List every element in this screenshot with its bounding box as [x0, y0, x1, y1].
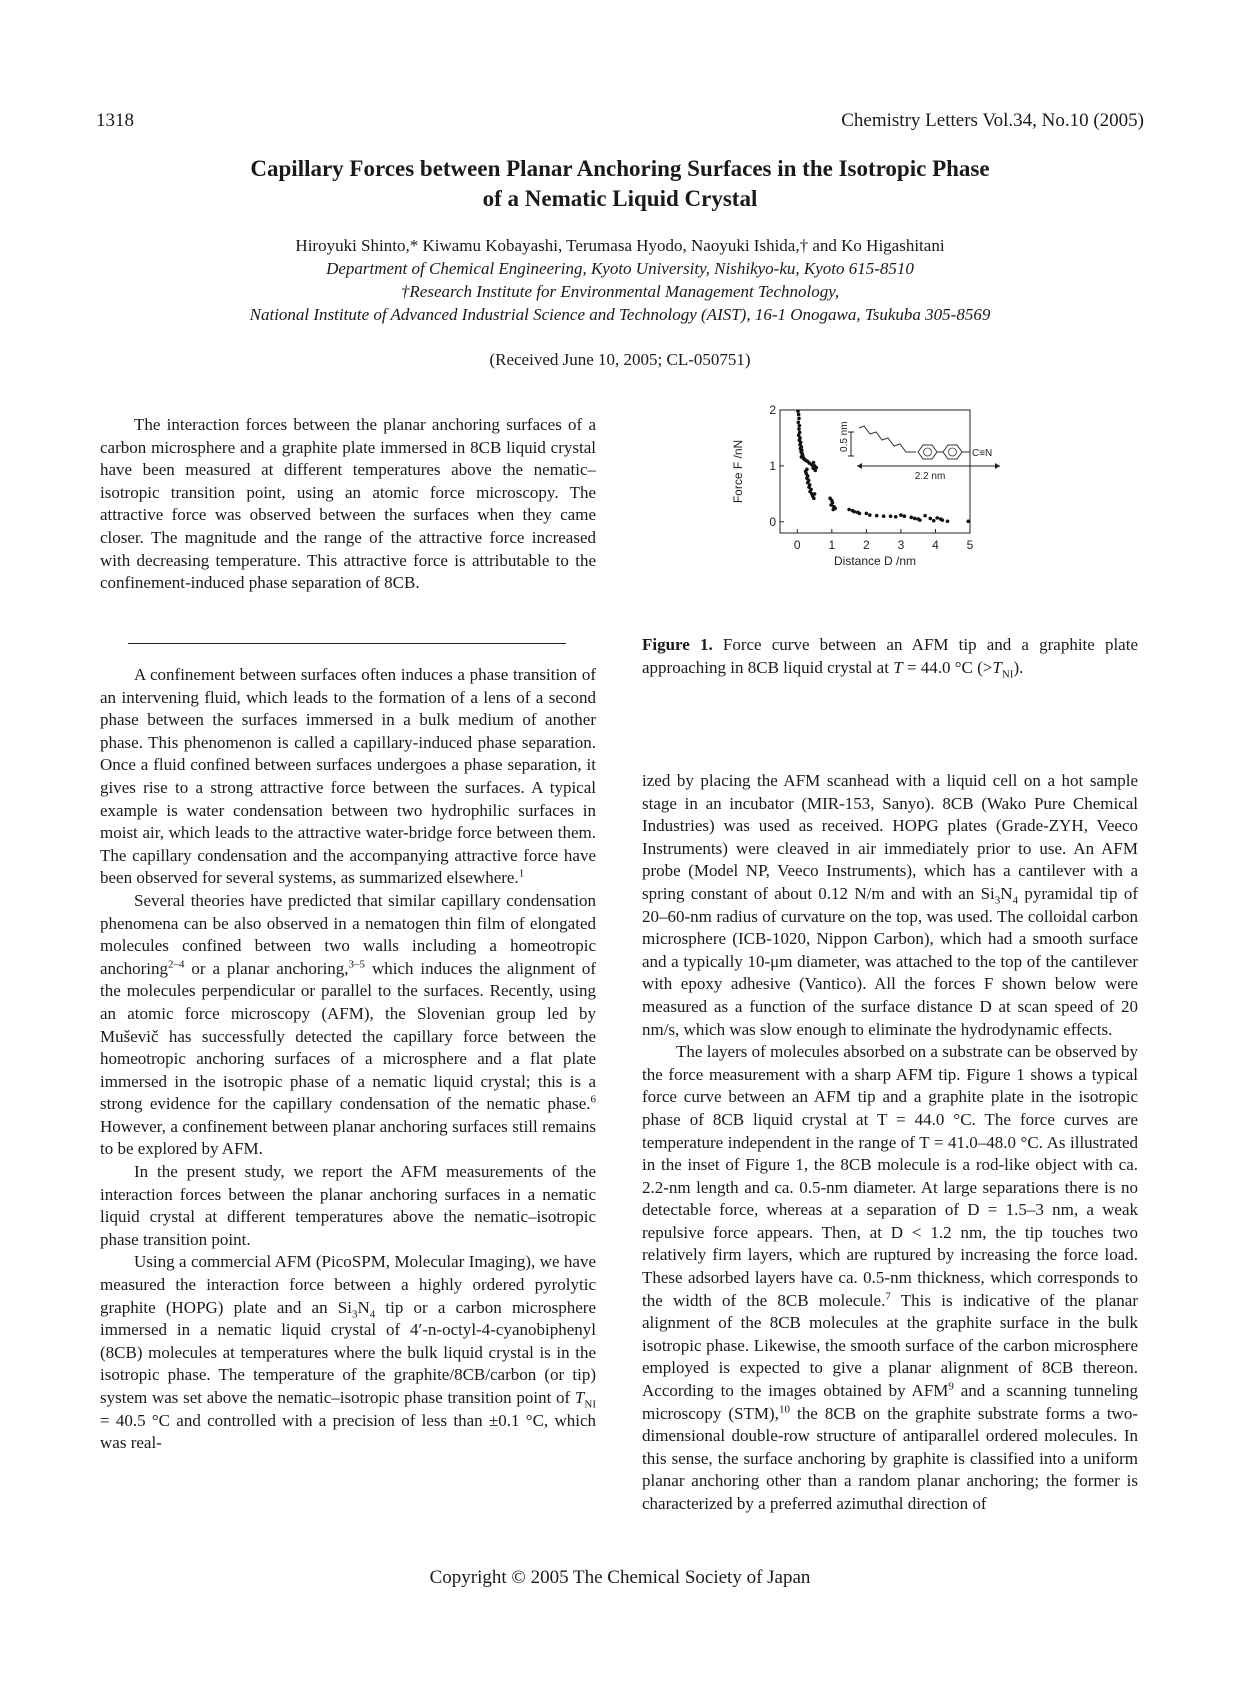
alkyl-chain	[859, 426, 910, 452]
ref-7: 7	[885, 1290, 891, 1302]
data-point	[797, 417, 801, 421]
ref-6: 6	[590, 1093, 596, 1106]
data-point	[858, 512, 862, 516]
paragraph-4: Using a commercial AFM (PicoSPM, Molecular Imaging), we have measured the interaction force between a highly ordered pyrolytic graphite (HOPG) plate and an $Si_3N_4$ tip or a carbon microsphere immersed in a nematic liquid crystal of 4′-n-octyl-4-cyanobiphenyl (8CB) molecules at temperatures where the bulk liquid crystal is in the isotropic phase. The temperature of the graphite/8CB/carbon (or tip) system was set above the nematic–isotropic phase transition point of $T_{NI} = 40.5$ °C and controlled with a precision of less than ±0.1 °C, which was real-	[100, 1252, 596, 1453]
data-point	[923, 514, 927, 518]
ref-1: 1	[518, 867, 525, 880]
data-point	[812, 497, 816, 501]
x-tick-label: 5	[966, 538, 974, 552]
nitrile-group-label: C≡N	[972, 448, 993, 459]
abstract-divider	[128, 643, 566, 644]
affiliation-3: National Institute of Advanced Industrial Science and Technology (AIST), 16-1 Onogawa, Tsukuba 305-8569	[249, 305, 991, 324]
affiliation-2: †Research Institute for Environmental Management Technology,	[400, 282, 840, 301]
abstract-text: The interaction forces between the planar anchoring surfaces of a carbon microsphere and a graphite plate immersed in 8CB liquid crystal have been measured at different temperatures above the nematic–isotropic transition point, using an atomic force microscopy. The attractive force was observed between the surfaces when they came closer. The magnitude and the range of the attractive force increased with decreasing temperature. This attractive force is attributable to the confinement-induced phase separation of 8CB.	[100, 415, 596, 593]
data-point	[889, 514, 893, 518]
author-list: Hiroyuki Shinto,* Kiwamu Kobayashi, Terumasa Hyodo, Naoyuki Ishida,† and Ko Higashitani	[295, 236, 945, 255]
x-tick-label: 3	[897, 538, 905, 552]
data-point	[797, 427, 801, 431]
x-tick-label: 1	[828, 538, 836, 552]
x-axis-label: Distance D /nm	[833, 554, 917, 568]
x-tick-label: 2	[863, 538, 870, 552]
abstract	[100, 414, 596, 595]
title-line-2: of a Nematic Liquid Crystal	[482, 186, 758, 211]
data-point	[812, 461, 816, 465]
data-point	[941, 518, 945, 522]
data-point	[875, 514, 879, 518]
y-tick-label: 2	[769, 403, 776, 417]
y-tick-label: 1	[769, 458, 776, 473]
data-point	[797, 421, 801, 425]
received-date: (Received June 10, 2005; CL-050751)	[489, 350, 751, 369]
phenyl-ring-1	[918, 445, 937, 459]
y-tick-label: 0	[769, 514, 776, 529]
molecule-inset	[839, 421, 1000, 482]
ref-9: 9	[948, 1380, 954, 1393]
data-point	[899, 513, 903, 517]
figure-label: Figure 1.	[642, 635, 713, 654]
force-curve-chart	[731, 403, 1030, 620]
data-point	[865, 512, 869, 516]
data-point	[946, 519, 950, 523]
data-point	[852, 510, 856, 514]
inset-height-label: 0.5 nm	[839, 421, 850, 452]
plot-area	[731, 403, 974, 568]
x-tick-label: 0	[793, 538, 801, 552]
data-point	[831, 508, 835, 512]
data-point	[932, 519, 936, 523]
title-line-1: Capillary Forces between Planar Anchoring Surfaces in the Isotropic Phase	[250, 156, 990, 181]
data-point	[909, 516, 913, 520]
data-point	[894, 515, 898, 519]
data-point	[796, 409, 800, 413]
data-point	[966, 519, 970, 523]
data-point	[813, 492, 817, 496]
data-point	[798, 424, 802, 428]
x-tick-label: 4	[932, 538, 939, 552]
data-point	[928, 517, 932, 521]
data-point	[903, 514, 907, 518]
phenyl-ring-2	[943, 445, 962, 459]
inset-length-label: 2.2 nm	[914, 471, 946, 482]
affiliation-1: Department of Chemical Engineering, Kyoto University, Nishikyo-ku, Kyoto 615-8510	[326, 259, 914, 278]
data-point	[918, 518, 922, 522]
y-axis-label: Force F /nN	[731, 439, 745, 504]
ref-10: 10	[778, 1402, 790, 1415]
paragraph-3: In the present study, we report the AFM measurements of the interaction forces between the planar anchoring surfaces in a nematic liquid crystal at different temperatures above the nematic–isotropic phase transition point.	[100, 1162, 596, 1249]
paragraph-6: The layers of molecules absorbed on a substrate can be observed by the force measurement with a sharp AFM tip. Figure 1 shows a typical force curve between an AFM tip and a graphite plate in the isotropic phase of 8CB liquid crystal at T = 44.0 °C. The force curves are temperature independent in the range of T = 41.0–48.0 °C. As illustrated in the inset of Figure 1, the 8CB molecule is a rod-like object with ca. 2.2-nm length and ca. 0.5-nm diameter. At large separations there is no detectable force, whereas at a separation of D = 1.5–3 nm, a weak repulsive force appears. Then, at D < 1.2 nm, the tip touches two relatively firm layers, which are ruptured by increasing the force load. These adsorbed layers have ca. 0.5-nm thickness, which corresponds to the width of the 8CB molecule.$^7$ This is indicative of the planar alignment of the 8CB molecules at the graphite surface in the bulk isotropic phase. Likewise, the smooth surface of the carbon microsphere employed is expected to give a planar alignment of 8CB thereon. According to the images obtained by AFM$^9$ and a scanning tunneling microscopy (STM),$^{10}$ the 8CB on the graphite substrate forms a two-dimensional double-row structure of antiparallel ordered molecules. In this sense, the surface anchoring by graphite is classified into a uniform planar anchoring other than a random planar anchoring; the former is characterized by a preferred azimuthal direction of	[642, 1042, 1138, 1513]
paragraph-2: Several theories have predicted that similar capillary condensation phenomena can be also observed in a nematogen thin film of elongated molecules confined between two walls including a homeotropic anchoring$^{2-4}$ or a planar anchoring,$^{3-5}$ which induces the alignment of the molecules perpendicular or parallel to the surfaces. Recently, using an atomic force microscopy (AFM), the Slovenian group led by Muševič has successfully detected the capillary force between the homeotropic anchoring surfaces of a microsphere and a flat plate immersed in the isotropic phase of a nematic liquid crystal; this is a strong evidence for the capillary condensation of the nematic phase.$^6$ However, a confinement between planar anchoring surfaces still remains to be explored by AFM.	[100, 890, 596, 1159]
data-point	[814, 466, 818, 470]
ref-2-4: 2–4	[167, 958, 185, 971]
left-column	[100, 664, 596, 1455]
data-point	[847, 508, 851, 512]
page-number: 1318	[96, 110, 134, 131]
figure-caption: Figure 1. Force curve between an AFM tip and a graphite plate approaching in 8CB liquid crystal at T = 44.0 °C $(>T_{NI})$.	[642, 635, 1138, 680]
article-title	[0, 154, 1240, 214]
data-point	[797, 413, 801, 417]
paragraph-1: A confinement between surfaces often induces a phase transition of an intervening fluid, which leads to the formation of a lens of a second phase between the surfaces immersed in a bulk medium of another phase. This phenomenon is called a capillary-induced phase separation. Once a fluid confined between surfaces undergoes a phase separation, it gives rise to a strong attractive force between the surfaces. A typical example is water condensation between two hydrophilic surfaces in moist air, which leads to the attractive water-bridge force between them. The capillary condensation and the accompanying attractive force have been observed for several systems, as summarized elsewhere.$^1$	[100, 665, 596, 888]
data-point	[935, 516, 939, 520]
data-point	[913, 517, 917, 521]
ref-3-5: 3–5	[348, 958, 366, 971]
copyright-footer: Copyright © 2005 The Chemical Society of Japan	[429, 1567, 811, 1588]
right-column	[642, 770, 1138, 1516]
journal-header: Chemistry Letters Vol.34, No.10 (2005)	[841, 110, 1144, 131]
paragraph-5: ized by placing the AFM scanhead with a liquid cell on a hot sample stage in an incubator (MIR-153, Sanyo). 8CB (Wako Pure Chemical Industries) was used as received. HOPG plates (Grade-ZYH, Veeco Instruments) were cleaved in air immediately prior to use. An AFM probe (Model NP, Veeco Instruments), which has a cantilever with a spring constant of about 0.12 N/m and with an $Si_3N_4$ pyramidal tip of 20–60-nm radius of curvature on the top, was used. The colloidal carbon microsphere (ICB-1020, Nippon Carbon), which had a smooth surface and a typically 10-μm diameter, was attached to the top of the cantilever with epoxy adhesive (Vantico). All the forces F shown below were measured as a function of the surface distance D at scan speed of 20 nm/s, which was slow enough to eliminate the hydrodynamic effects.	[642, 771, 1138, 1039]
data-point	[868, 513, 872, 517]
data-point	[882, 514, 886, 518]
